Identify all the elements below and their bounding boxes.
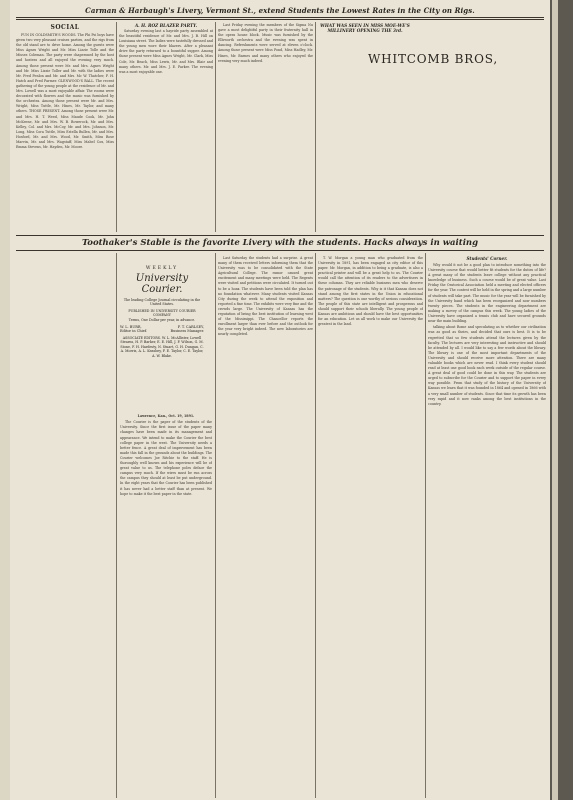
whitcomb-ad-title: WHITCOMB BROS, — [368, 52, 498, 66]
masthead-associates: ASSOCIATE EDITORS. W. L. McAllister, Lowell Stearns, H. P. Barker, E. E. Hill, J. F. Wilson, G. M. Stone, F. H. Hardesty, N. Stuart, G. H. Dungan, C. A. Morris, A. L. Keasbey, F. E. Taylor, C. E. Taylor, A. W. Blake. — [120, 336, 204, 358]
column-divider — [315, 22, 316, 232]
masthead-title: University Courier. — [135, 273, 189, 295]
hayride-text: Saturday evening last a hayride party assembled at the beautiful residence of Mr. and Mrs. J. B. Hill on Louisiana street. The ladies were tastefully dressed and the young men wore their blazers. After a pleasant drive the party returned to a bountiful supper. Among those present were Miss Agnes Wright, Mr. Clark, Miss Cole, Mr. Beach, Miss Lewis, Mr. and Mrs. Blair and many others. Mr. and Mrs. J. E. Parker. The evening was a most enjoyable one. — [119, 29, 213, 74]
masthead-staff-roles — [120, 329, 204, 333]
students-corner-text: Why would it not be a good plan to introduce something into the University course that would better fit students for the duties of life? A great many of the students leave college without any practical knowledge of business. Such a course would be of great value. Last Friday the Oratorical Association held a meeting and elected officers for the year. The contest will be held in the spring and a large number of students will take part. The music for the year will be furnished by the University band which has been reorganized and now numbers twenty pieces. The students in the engineering department are making a survey of the campus this week. The young ladies of the University have organized a tennis club and have secured grounds near the main building. — [428, 263, 546, 324]
social-text: FUN IN GOLDSMITH'S WOODS. The Phi Psi boys have given two very pleasant cruises parties, and the rigs from the old stand are to drive home. Among the guests were Miss Agnes Wright and Mr. Miss Lizzie Tolle and the Misses Coleman. The party were chaperoned by the host and hostess and all enjoyed the evening very much. Among those present were Mr. and Mrs. Agnes Wright and Mr. Miss Lizzie Toller and Mr. with the ladies were Mr. Fred Fenlon and Mr. and Mrs. Mc W. Thatcher, F. H. Hatch and Fred Parmer. GLENWOOD'S BALL. The recent gathering of the young people at the residence of Mr. and Mrs. Lowell was a most enjoyable affair. The rooms were decorated with flowers and the music was furnished by the orchestra. Among those present were Mr. and Mrs. Wright, Miss Tuttle, Mr. Hines, Mr. Taylor, and many others. THOSE PRESENT. Among those present were Mr. and Mrs. H. T. Weed, Miss Maude Cook, Mr. John McKeene, Mr. and Mrs. W. B. Bowerock, Mr. and Mrs. Kelley, Col. and Mrs. McCoy, Mr. and Mrs. Johnson, Mr. Long, Miss Cora Tuttle, Miss Estella Bullen, Mr. and Mrs. Hosford, Mr. and Mrs. Wood, Mr. Smith, Miss Rose Marvin, Mr. and Mrs. Wagstaff, Miss Mabel Cox, Miss Emma Stevens, Mr. Hayden, Mr. Moore. — [16, 33, 114, 150]
students-corner-column — [428, 263, 546, 798]
students-corner-heading: Students' Corner. — [466, 256, 508, 261]
column-divider — [215, 253, 216, 798]
hayride-column — [119, 29, 213, 231]
hayride-heading: A. H. ROZ BLAZER PARTY. — [134, 23, 198, 28]
editor-role: Editor in Chief. — [120, 329, 148, 334]
column-divider — [116, 22, 117, 232]
column-divider — [215, 22, 216, 232]
social-column — [16, 33, 114, 796]
news-text: Last Saturday the students had a surprise. A great many of them received letters informing them that the University was to be consolidated with the State Agricultural College. The rumor caused great excitement and many meetings were held. The Regents were visited and petitions were circulated. It turned out to be a hoax. The students have been told the plan has no foundation whatever. Many students visited Kansas City during the week to attend the exposition and reported a fine time. The exhibits were very fine and the crowds large. The University of Kansas has the reputation of being the best institution of learning west of the Mississippi. The Chancellor reports the enrollment larger than ever before and the outlook for the year very bright indeed. The new laboratories are nearly completed. — [218, 256, 313, 337]
morgan-column — [318, 256, 423, 798]
social-heading: SOCIAL — [50, 24, 80, 31]
library-text: talking about Rome and speculating as to whether our civilization was as good as theirs, and decided that ours is best. It is to be regretted that so few students attend the lectures given by the faculty. The lectures are very interesting and instructive and should be attended by all. I would like to say a few words about the library. The library is one of the most important departments of the University and should receive more attention. There are many valuable books which are never read. I think every student should read at least one good book each week outside of the regular course. A great deal of good could be done in this way. The students are urged to subscribe for the Courier and to support the paper in every way possible. From that study of the history of the University of Kansas we learn that it was founded in 1864 and opened in 1866 with a very small number of students. Since that time its growth has been very rapid and it now ranks among the best institutions in the country. — [428, 325, 546, 406]
banner-rule-bottom — [16, 250, 544, 251]
masthead-weekly: WEEKLY — [145, 266, 179, 271]
sigma-nu-text: Last Friday evening the members of the Sigma Nu gave a most delightful party in their fraternity hall in the opera house block. Music was furnished by the Ellsworth orchestra and the evening was spent in dancing. Refreshments were served at eleven o'clock. Among those present were Miss Pond, Miss Hadley, Mr. Hines, Mr. Barnes and many others who enjoyed the evening very much indeed. — [218, 23, 313, 63]
millinery-heading: WHAT WAS SEEN IN MISS MOE-WE'S MILLINERY OPENING THE 3rd. — [320, 23, 410, 33]
banner-rule-top — [16, 235, 544, 236]
header-rule — [16, 17, 544, 18]
page-edge — [550, 0, 573, 800]
editorial-dateline: Lawrence, Kan., Oct. 19, 1891. — [137, 414, 195, 418]
column-divider — [315, 253, 316, 798]
manager-role: Business Manager. — [170, 329, 204, 334]
column-divider — [425, 253, 426, 798]
masthead-publisher: PUBLISHED IN UNIVERSITY COURIER COMPANY — [128, 308, 196, 318]
column-divider — [116, 253, 117, 798]
page-edge-strip — [552, 0, 558, 800]
news-column — [218, 256, 313, 798]
manager-name: F. T. CARLSEY, — [177, 325, 204, 330]
editor-name: W. L. BURR, — [120, 325, 142, 330]
header-banner: Carman & Harbaugh's Livery, Vermont St., extend Students the Lowest Rates in the City on Rigs. — [85, 6, 475, 15]
sigma-nu-column — [218, 23, 313, 231]
header-rule-double — [16, 19, 544, 20]
courier-masthead — [120, 262, 204, 410]
editorial-text: The Courier is the paper of the students of the University. Since the first issue of the paper many changes have been made in its management and appearance. We intend to make the Courier the best college paper in the west. The University needs a better fence. A great deal of improvement has been made this fall in the grounds about the buildings. The Courier welcomes Joe Ritchie to the staff. He is thoroughly well known and his experience will be of great value to us. The telephone poles deface the campus very much. If the wires must be run across the campus they should at least be put underground. In the eight years that the Courier has been published it has never had a better staff than at present. We hope to make it the best paper in the state. — [120, 420, 212, 496]
masthead-tagline: The leading College Journal circulating in the United States. — [123, 298, 201, 307]
masthead-terms: Terms, One Dollar per year, in advance. — [128, 317, 196, 322]
middle-banner: Toothaker's Stable is the favorite Livery with the students. Hacks always in waiting — [81, 238, 479, 248]
morgan-text: T. W. Morgan a young man who graduated from the University in 1891, has been engaged as city editor of this paper. Mr. Morgan, in addition to being a graduate, is also a practical printer and will be a great help to us. The Courier would call the attention of its readers to the advertisers in these columns. They are reliable business men who deserve the patronage of the students. Why is it that Kansas does not stand among the first states in the Union in educational matters? The question is one worthy of serious consideration. The people of this state are intelligent and prosperous and should support their schools liberally. The young people of Kansas are ambitious and should have the best opportunities for an education. Let us all work to make our University the greatest in the land. — [318, 256, 423, 327]
editorial-column — [120, 414, 212, 798]
newspaper-page — [10, 0, 550, 800]
whitcomb-ad — [326, 40, 542, 230]
